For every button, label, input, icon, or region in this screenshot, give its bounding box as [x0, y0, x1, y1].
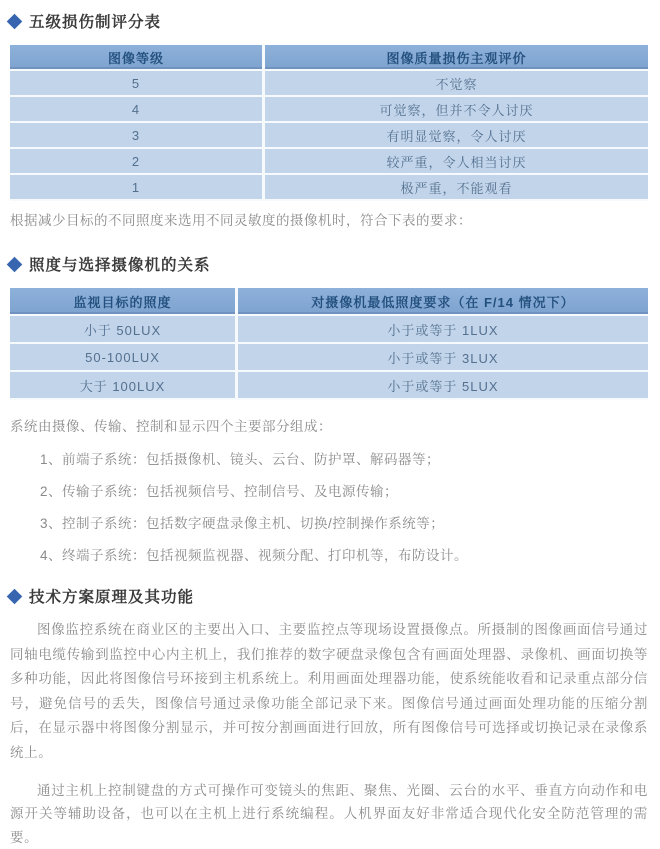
requirement-cell: 小于或等于 3LUX — [235, 344, 648, 370]
subsystem-item-front-end: 1、前端子系统：包括摄像机、镜头、云台、防护罩、解码器等； — [40, 453, 648, 467]
section-title-illuminance-relation — [10, 253, 648, 275]
column-header-illuminance: 监视目标的照度 — [10, 288, 235, 314]
table-header-row — [10, 45, 648, 71]
evaluation-cell: 较严重，令人相当讨厌 — [262, 149, 648, 173]
evaluation-cell: 不觉察 — [262, 71, 648, 95]
table-row — [10, 316, 648, 344]
subsystem-item-control: 3、控制子系统：包括数字硬盘录像主机、切换/控制操作系统等； — [40, 517, 648, 531]
grade-cell: 4 — [10, 97, 262, 121]
system-composition-intro: 系统由摄像、传输、控制和显示四个主要部分组成： — [10, 418, 648, 435]
diamond-bullet-icon — [7, 256, 23, 272]
table-row — [10, 97, 648, 123]
illuminance-cell: 大于 100LUX — [10, 372, 235, 398]
diamond-bullet-icon — [7, 588, 23, 604]
section-title-text: 五级损伤制评分表 — [29, 10, 161, 32]
table-header-row — [10, 288, 648, 316]
table-row — [10, 149, 648, 175]
column-header-evaluation: 图像质量损伤主观评价 — [262, 45, 648, 69]
evaluation-cell: 可觉察，但并不令人讨厌 — [262, 97, 648, 121]
illuminance-table — [10, 288, 648, 400]
section-title-text: 技术方案原理及其功能 — [29, 585, 194, 607]
table-row — [10, 71, 648, 97]
illuminance-cell: 50-100LUX — [10, 344, 235, 370]
table-row — [10, 344, 648, 372]
diamond-bullet-icon — [7, 13, 23, 29]
illuminance-cell: 小于 50LUX — [10, 316, 235, 342]
column-header-requirement: 对摄像机最低照度要求（在 F/14 情况下） — [235, 288, 648, 314]
evaluation-cell: 有明显觉察，令人讨厌 — [262, 123, 648, 147]
subsystem-list — [10, 453, 648, 563]
principle-paragraph-1: 图像监控系统在商业区的主要出入口、主要监控点等现场设置摄像点。所摄制的图像画面信号通过同轴电缆传输到监控中心内主机上，我们推荐的数字硬盘录像包含有画面处理器、录像机、画面切换等多种功能，因此将图像信号环接到主机系统上。利用画面处理器功能，使系统能收看和记录重点部分信号，避免信号的丢失，图像信号通过录像功能全部记录下来。图像信号通过画面处理功能的压缩分割后，在显示器中将图像分割显示，并可按分割画面进行回放，所有图像信号可选择或切换记录在录像系统上。 — [10, 618, 648, 765]
requirement-cell: 小于或等于 1LUX — [235, 316, 648, 342]
requirement-cell: 小于或等于 5LUX — [235, 372, 648, 398]
section-title-technical-principle — [10, 585, 648, 607]
section-title-text: 照度与选择摄像机的关系 — [29, 253, 211, 275]
column-header-grade: 图像等级 — [10, 45, 262, 69]
grade-cell: 1 — [10, 175, 262, 199]
grade-cell: 5 — [10, 71, 262, 95]
grade-cell: 2 — [10, 149, 262, 173]
damage-rating-table — [10, 45, 648, 201]
principle-paragraph-2: 通过主机上控制键盘的方式可操作可变镜头的焦距、聚焦、光圈、云台的水平、垂直方向动作和电源开关等辅助设备，也可以在主机上进行系统编程。人机界面友好非常适合现代化安全防范管理的需要。 — [10, 779, 648, 849]
section-title-damage-rating — [10, 10, 648, 32]
table-row — [10, 175, 648, 201]
camera-selection-note: 根据减少目标的不同照度来选用不同灵敏度的摄像机时，符合下表的要求： — [10, 212, 648, 229]
evaluation-cell: 极严重，不能观看 — [262, 175, 648, 199]
table-row — [10, 123, 648, 149]
subsystem-item-transmission: 2、传输子系统：包括视频信号、控制信号、及电源传输； — [40, 485, 648, 499]
subsystem-item-terminal: 4、终端子系统：包括视频监视器、视频分配、打印机等，布防设计。 — [40, 549, 648, 563]
grade-cell: 3 — [10, 123, 262, 147]
table-row — [10, 372, 648, 400]
